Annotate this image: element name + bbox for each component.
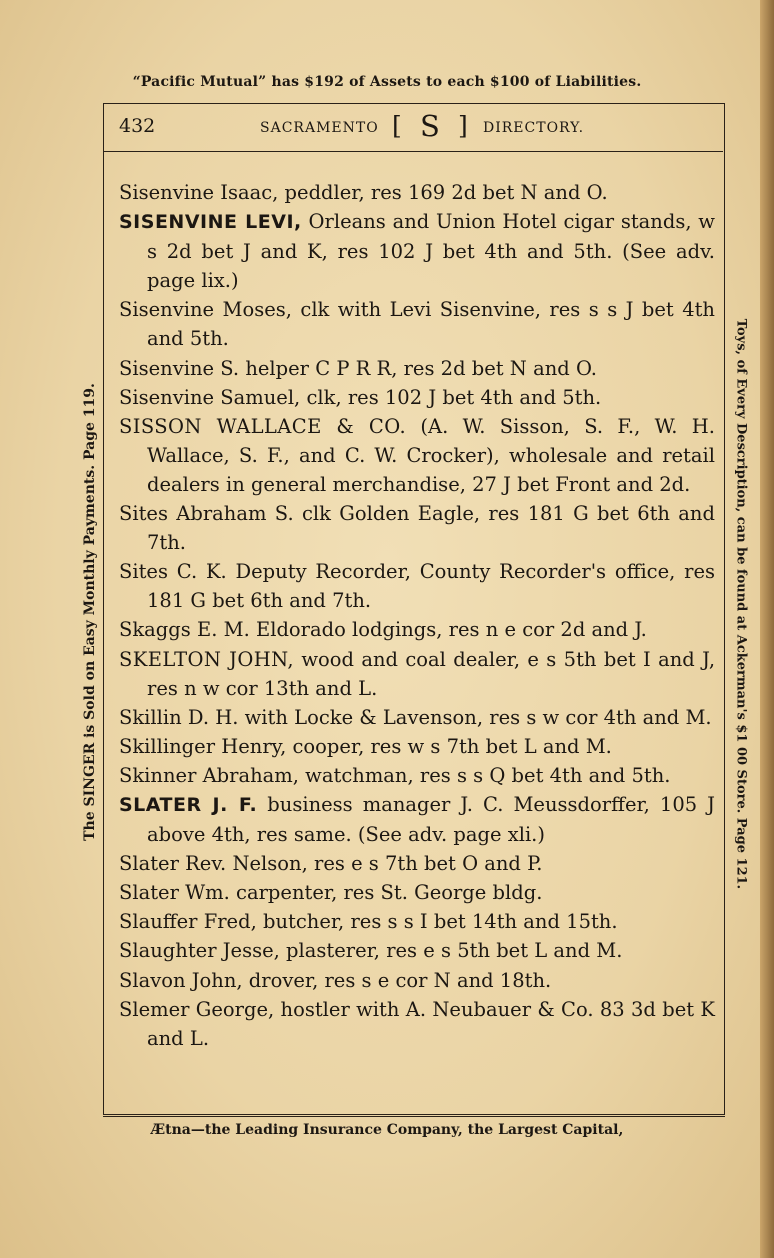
directory-entry [119, 995, 715, 1053]
directory-entry [119, 732, 715, 761]
entry-name: Sisenvine Moses, [119, 298, 292, 322]
entry-name: Skaggs E. M. [119, 618, 250, 642]
entry-details: drover, res s e cor N and 18th. [242, 968, 552, 992]
directory-entry [119, 966, 715, 995]
entry-details: Deputy Recorder, County Recorder's office, res 181 G bet 6th and 7th. [147, 560, 715, 613]
bottom-advertisement: Ætna—the Leading Insurance Company, the Largest Capital, [150, 1122, 624, 1138]
header-section: DIRECTORY. [483, 120, 585, 136]
directory-entry [119, 354, 715, 383]
directory-entry [119, 907, 715, 936]
right-margin-ad-text: Toys, of Every Description, can be found at Ackerman's $1 00 Store. Page 121. [733, 318, 749, 890]
running-header [103, 103, 723, 152]
entry-details: wood and coal dealer, e s 5th bet I and J, res n w cor 13th and L. [147, 647, 716, 700]
frame-bottom-rule [103, 1116, 725, 1117]
entry-name: Sites Abraham S. [119, 502, 294, 526]
entry-details: clk with Levi Sisenvine, res s s J bet 4th and 5th. [147, 298, 715, 351]
entry-name: Slater Rev. Nelson, [119, 852, 308, 876]
entry-details: plasterer, res e s 5th bet L and M. [279, 939, 623, 963]
entry-name: Sisenvine Isaac, [119, 181, 279, 204]
directory-entry [119, 878, 715, 907]
entry-details: res e s 7th bet O and P. [307, 852, 543, 876]
directory-entries [119, 178, 715, 1053]
entry-details: clk, res 102 J bet 4th and 5th. [300, 385, 602, 409]
entry-name: Slater Wm. [119, 881, 230, 905]
entry-details: hostler with A. Neubauer & Co. 83 3d bet K and L. [147, 997, 715, 1050]
entry-name: Sisenvine Samuel, [119, 385, 301, 409]
directory-entry [119, 645, 715, 703]
top-advertisement: “Pacific Mutual” has $192 of Assets to each $100 of Liabilities. [132, 74, 642, 90]
entry-details: watchman, res s s Q bet 4th and 5th. [298, 763, 671, 787]
entry-name: Slemer George, [119, 997, 275, 1021]
directory-entry [119, 849, 715, 878]
directory-entry [119, 790, 715, 849]
entry-details: butcher, res s s I bet 14th and 15th. [256, 910, 618, 934]
book-spine-edge [760, 0, 774, 1258]
entry-name: Skillinger Henry, [119, 734, 287, 758]
entry-name: SLATER J. F. [119, 793, 258, 816]
directory-entry [119, 499, 715, 557]
directory-entry [119, 178, 715, 207]
entry-name: Sisenvine S. [119, 356, 240, 380]
entry-name: SISSON WALLACE & CO. [119, 414, 407, 438]
header-bracket-right: ] [458, 111, 468, 140]
directory-entry [119, 615, 715, 644]
entry-name: Skinner Abraham, [119, 763, 299, 787]
entry-name: Skillin D. H. [119, 705, 239, 729]
left-margin-ad-text: The SINGER is Sold on Easy Monthly Payments. Page 119. [82, 383, 98, 841]
entry-details: clk Golden Eagle, res 181 G bet 6th and 7th. [147, 502, 715, 555]
entry-details: business manager J. C. Meussdorffer, 105 J above 4th, res same. (See adv. page xli.) [147, 792, 716, 847]
directory-entry [119, 936, 715, 965]
header-city: SACRAMENTO [260, 120, 379, 136]
directory-entry [119, 207, 715, 295]
directory-entry [119, 295, 715, 353]
directory-entry [119, 557, 715, 615]
entry-name: Sites C. K. [119, 560, 227, 584]
entry-name: Slavon John, [119, 968, 243, 992]
entry-details: Eldorado lodgings, res n e cor 2d and J. [249, 618, 647, 642]
entry-details: with Locke & Lavenson, res s w cor 4th and M. [238, 705, 712, 729]
entry-name: Slauffer Fred, [119, 910, 257, 934]
directory-entry [119, 412, 715, 499]
directory-entry [119, 383, 715, 412]
entry-name: SISENVINE LEVI, [119, 211, 302, 234]
header-bracket-left: [ [392, 111, 402, 140]
entry-name: SKELTON JOHN, [119, 647, 294, 671]
entry-details: (A. W. Sisson, S. F., W. H. Wallace, S. F., and C. W. Crocker), wholesale and retail dealers in general merchandise, 27 J bet Front and 2d. [147, 414, 715, 496]
page-number: 432 [119, 115, 156, 137]
directory-entry [119, 761, 715, 790]
header-letter: S [420, 109, 440, 143]
entry-name: Slaughter Jesse, [119, 939, 280, 963]
entry-details: helper C P R R, res 2d bet N and O. [239, 356, 597, 380]
entry-details: carpenter, res St. George bldg. [229, 881, 543, 905]
entry-details: Orleans and Union Hotel cigar stands, w s 2d bet J and K, res 102 J bet 4th and 5th. (See adv. page lix.) [147, 210, 715, 293]
entry-details: cooper, res w s 7th bet L and M. [286, 734, 612, 758]
entry-details: peddler, res 169 2d bet N and O. [278, 181, 608, 204]
directory-entry [119, 703, 715, 732]
